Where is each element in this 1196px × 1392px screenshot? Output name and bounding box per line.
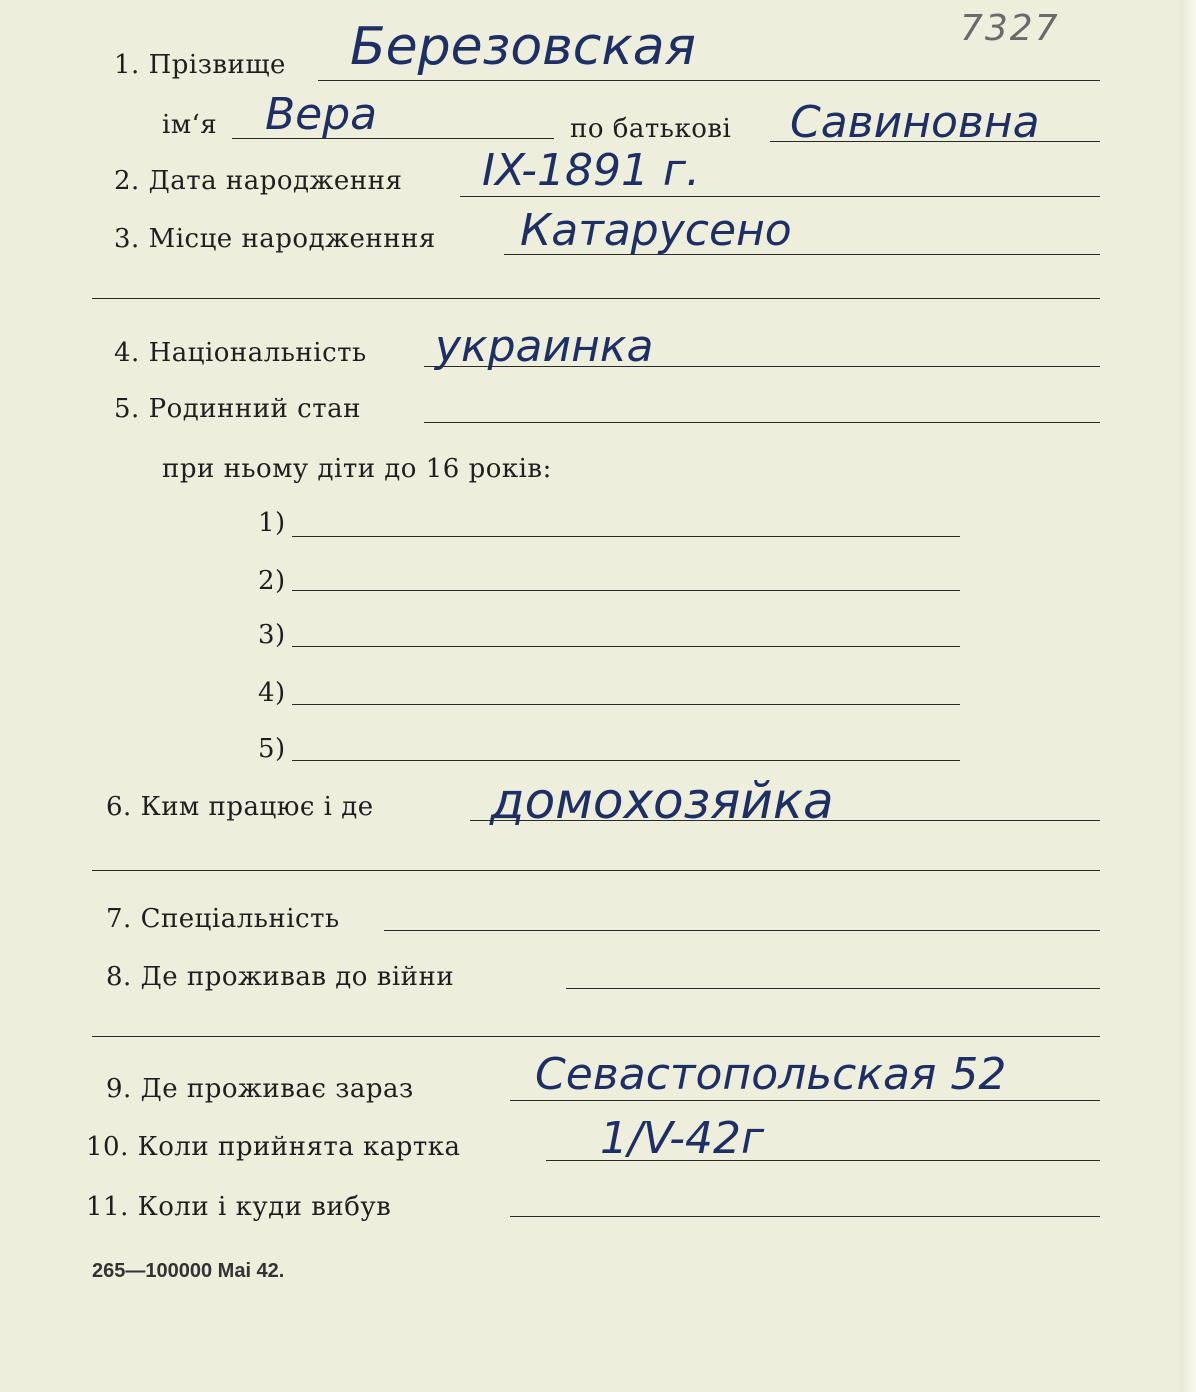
nationality-label: 4. Національність: [114, 338, 367, 368]
marital-status-line: [424, 422, 1100, 423]
specialty-label: 7. Спеціальність: [106, 904, 340, 934]
patronymic-label: по батькові: [570, 114, 732, 144]
child-1-label: 1): [258, 508, 286, 538]
stamp-number: 7327: [960, 8, 1060, 49]
prewar-residence-line: [566, 988, 1100, 989]
nationality-line: [424, 366, 1100, 367]
prewar-residence-label: 8. Де проживав до війни: [106, 962, 455, 992]
departure-line: [510, 1216, 1100, 1217]
specialty-line: [384, 930, 1100, 931]
surname-value: Березовская: [350, 17, 696, 77]
child-4-line: [292, 704, 960, 705]
child-3-line: [292, 646, 960, 647]
first-name-line: [232, 138, 554, 139]
card-accepted-line: [546, 1160, 1100, 1161]
print-run-footer: 265—100000 Mai 42.: [92, 1260, 285, 1282]
child-2-label: 2): [258, 566, 286, 596]
birth-place-label: 3. Місце народженння: [114, 224, 436, 254]
birth-place-line: [504, 254, 1100, 255]
occupation-value: домохозяйка: [490, 772, 834, 830]
child-2-line: [292, 590, 960, 591]
birth-date-value: IX-1891 г.: [482, 145, 701, 196]
child-4-label: 4): [258, 678, 286, 708]
birth-place-line-2: [92, 298, 1100, 299]
patronymic-line: [770, 141, 1100, 142]
patronymic-value: Савиновна: [790, 97, 1040, 148]
birth-place-value: Катарусено: [520, 205, 792, 256]
current-residence-line: [510, 1100, 1100, 1101]
departure-label: 11. Коли і куди вибув: [86, 1192, 392, 1222]
prewar-residence-line-2: [92, 1036, 1100, 1037]
occupation-line-2: [92, 870, 1100, 871]
card-accepted-label: 10. Коли прийнята картка: [86, 1132, 461, 1162]
card-accepted-value: 1/V-42г: [600, 1113, 765, 1164]
occupation-line: [470, 820, 1100, 821]
child-3-label: 3): [258, 620, 286, 650]
nationality-value: украинка: [435, 321, 654, 372]
surname-label: 1. Прізвище: [114, 50, 286, 80]
first-name-value: Вера: [265, 89, 378, 140]
occupation-label: 6. Ким працює і де: [106, 792, 374, 822]
birth-date-line: [460, 196, 1100, 197]
birth-date-label: 2. Дата народження: [114, 166, 403, 196]
child-1-line: [292, 536, 960, 537]
surname-line: [318, 80, 1100, 81]
first-name-label: ім‘я: [162, 110, 218, 140]
child-5-label: 5): [258, 734, 286, 764]
current-residence-value: Севастопольская 52: [535, 1049, 1007, 1100]
current-residence-label: 9. Де проживає зараз: [106, 1074, 414, 1104]
children-label: при ньому діти до 16 років:: [162, 454, 552, 484]
child-5-line: [292, 760, 960, 761]
marital-status-label: 5. Родинний стан: [114, 394, 361, 424]
